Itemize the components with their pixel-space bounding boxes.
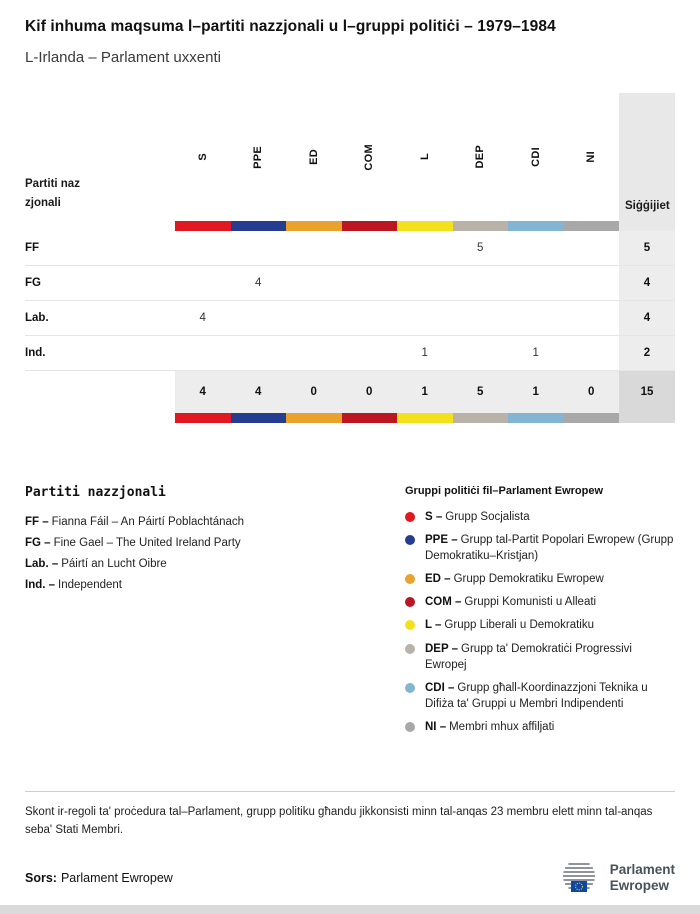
value-cell: 4 (199, 312, 206, 324)
value-cell (342, 266, 398, 300)
band-ni (564, 413, 620, 423)
total-cell: 0 (286, 371, 342, 413)
band-ni (564, 221, 620, 231)
national-parties-legend (25, 485, 405, 742)
table-row-ind (25, 336, 675, 371)
legend-item-l: L – Grupp Liberali u Demokratiku (405, 617, 675, 633)
band-s (175, 221, 231, 231)
legend-item-ff: FF – Fianna Fáil – An Páirtí Poblachtánach (25, 516, 245, 528)
seats-cell: 5 (619, 231, 675, 265)
group-color-dot (405, 512, 415, 522)
band-com (342, 221, 398, 231)
value-cell (286, 301, 342, 335)
seats-cell: 2 (619, 336, 675, 370)
column-header-l: L (418, 153, 431, 161)
ep-hemicycle-icon (556, 860, 602, 896)
group-color-band-bottom (25, 413, 675, 423)
total-seats-cell: 15 (619, 371, 675, 413)
value-cell (564, 231, 620, 265)
procedure-footnote: Skont ir-regoli ta' proċedura tal–Parlament, grupp politiku għandu jikkonsisti minn tal-anqas 23 membru elett minn tal-anqas seba' Stati Membri. (25, 791, 675, 840)
value-cell (231, 336, 287, 370)
band-ed (286, 413, 342, 423)
total-cell: 1 (508, 371, 564, 413)
source-value: Parlament Ewropew (60, 871, 173, 885)
value-cell (397, 266, 453, 300)
total-cell: 5 (453, 371, 509, 413)
parties-legend-items (25, 516, 405, 591)
seats-cell: 4 (619, 266, 675, 300)
legend-item-lab: Lab. – Páirtí an Lucht Oibre (25, 558, 167, 570)
value-cell (342, 336, 398, 370)
party-label: Ind. (25, 347, 46, 359)
group-color-dot (405, 644, 415, 654)
seats-cell: 4 (619, 301, 675, 335)
table-header-row (25, 93, 675, 221)
value-cell: 1 (532, 347, 539, 359)
value-cell (231, 231, 287, 265)
value-cell: 5 (477, 242, 484, 254)
band-com (342, 413, 398, 423)
group-color-dot (405, 535, 415, 545)
column-header-s: S (196, 153, 209, 161)
total-cell: 4 (175, 371, 231, 413)
column-header-cdi: CDI (529, 147, 542, 167)
value-cell (175, 266, 231, 300)
legend-item-ed: ED – Grupp Demokratiku Ewropew (405, 571, 675, 587)
column-header-ed: ED (307, 149, 320, 165)
results-table (25, 93, 675, 423)
value-cell (286, 231, 342, 265)
legend-item-ind: Ind. – Independent (25, 579, 122, 591)
value-cell (508, 231, 564, 265)
value-cell (231, 301, 287, 335)
band-s (175, 413, 231, 423)
total-cell: 0 (342, 371, 398, 413)
band-ed (286, 221, 342, 231)
source-text (25, 871, 173, 885)
totals-spacer (25, 371, 175, 413)
band-dep (453, 413, 509, 423)
value-cell (564, 301, 620, 335)
party-label: Lab. (25, 312, 49, 324)
band-cdi (508, 221, 564, 231)
legend-item-ppe: PPE – Grupp tal-Partit Popolari Ewropew (Grupp Demokratiku–Kristjan) (405, 532, 675, 564)
band-l (397, 221, 453, 231)
value-cell (286, 336, 342, 370)
group-color-dot (405, 683, 415, 693)
table-row-fg (25, 266, 675, 301)
column-header-dep: DEP (474, 145, 487, 169)
page-header (0, 0, 700, 66)
band-seats-spacer (619, 413, 675, 423)
band-dep (453, 221, 509, 231)
value-cell: 1 (421, 347, 428, 359)
band-seats-spacer (619, 221, 675, 231)
column-header-ni: NI (585, 151, 598, 163)
value-cell (175, 336, 231, 370)
legend-item-s: S – Grupp Socjalista (405, 509, 675, 525)
value-cell (342, 301, 398, 335)
value-cell (286, 266, 342, 300)
value-cell (397, 231, 453, 265)
value-cell (453, 266, 509, 300)
source-row (25, 855, 675, 901)
group-color-dot (405, 722, 415, 732)
logo-wordmark: Parlament Ewropew (609, 861, 675, 893)
source-label: Sors: (25, 871, 57, 885)
total-cell: 1 (397, 371, 453, 413)
legend-item-ni: NI – Membri mhux affiljati (405, 719, 675, 735)
value-cell: 4 (255, 277, 262, 289)
column-header-com: COM (363, 143, 376, 171)
legend-item-com: COM – Gruppi Komunisti u Alleati (405, 594, 675, 610)
groups-legend-heading: Gruppi politiċi fil–Parlament Ewropew (405, 485, 604, 497)
value-cell (564, 336, 620, 370)
group-color-dot (405, 597, 415, 607)
european-parliament-logo (556, 860, 675, 896)
total-cell: 0 (564, 371, 620, 413)
party-label: FF (25, 242, 40, 254)
value-cell (342, 231, 398, 265)
value-cell (397, 301, 453, 335)
value-cell (564, 266, 620, 300)
band-ppe (231, 413, 287, 423)
total-cell: 4 (231, 371, 287, 413)
group-color-dot (405, 620, 415, 630)
bottom-divider-strip (0, 905, 700, 914)
legend-item-dep: DEP – Grupp ta' Demokratiċi Progressivi Ewropej (405, 641, 675, 673)
party-label: FG (25, 277, 41, 289)
table-totals-row (25, 371, 675, 413)
band-cdi (508, 413, 564, 423)
seats-column-header: Siġġijiet (619, 93, 675, 221)
legend-item-fg: FG – Fine Gael – The United Ireland Party (25, 537, 241, 549)
legend-item-cdi: CDI – Grupp għall-Koordinazzjoni Teknika u Difiża ta' Gruppi u Membri Indipendenti (405, 680, 675, 712)
band-spacer (25, 413, 175, 423)
value-cell (508, 266, 564, 300)
page-title: Kif inhuma maqsuma l–partiti nazzjonali u l–gruppi politiċi – 1979–1984 (25, 18, 556, 35)
political-groups-legend (405, 485, 675, 742)
band-spacer (25, 221, 175, 231)
value-cell (175, 231, 231, 265)
band-ppe (231, 221, 287, 231)
page-subtitle: L-Irlanda – Parlament uxxenti (25, 49, 221, 66)
legend-section (25, 485, 675, 742)
column-header-ppe: PPE (252, 145, 265, 169)
row-header-label: Partiti nazzjonali (25, 178, 80, 209)
band-l (397, 413, 453, 423)
group-color-dot (405, 574, 415, 584)
group-color-band-top (25, 221, 675, 231)
row-header-cell (25, 93, 175, 221)
value-cell (508, 301, 564, 335)
table-row-lab (25, 301, 675, 336)
parties-legend-heading: Partiti nazzjonali (25, 485, 166, 500)
value-cell (453, 301, 509, 335)
value-cell (453, 336, 509, 370)
table-row-ff (25, 231, 675, 266)
